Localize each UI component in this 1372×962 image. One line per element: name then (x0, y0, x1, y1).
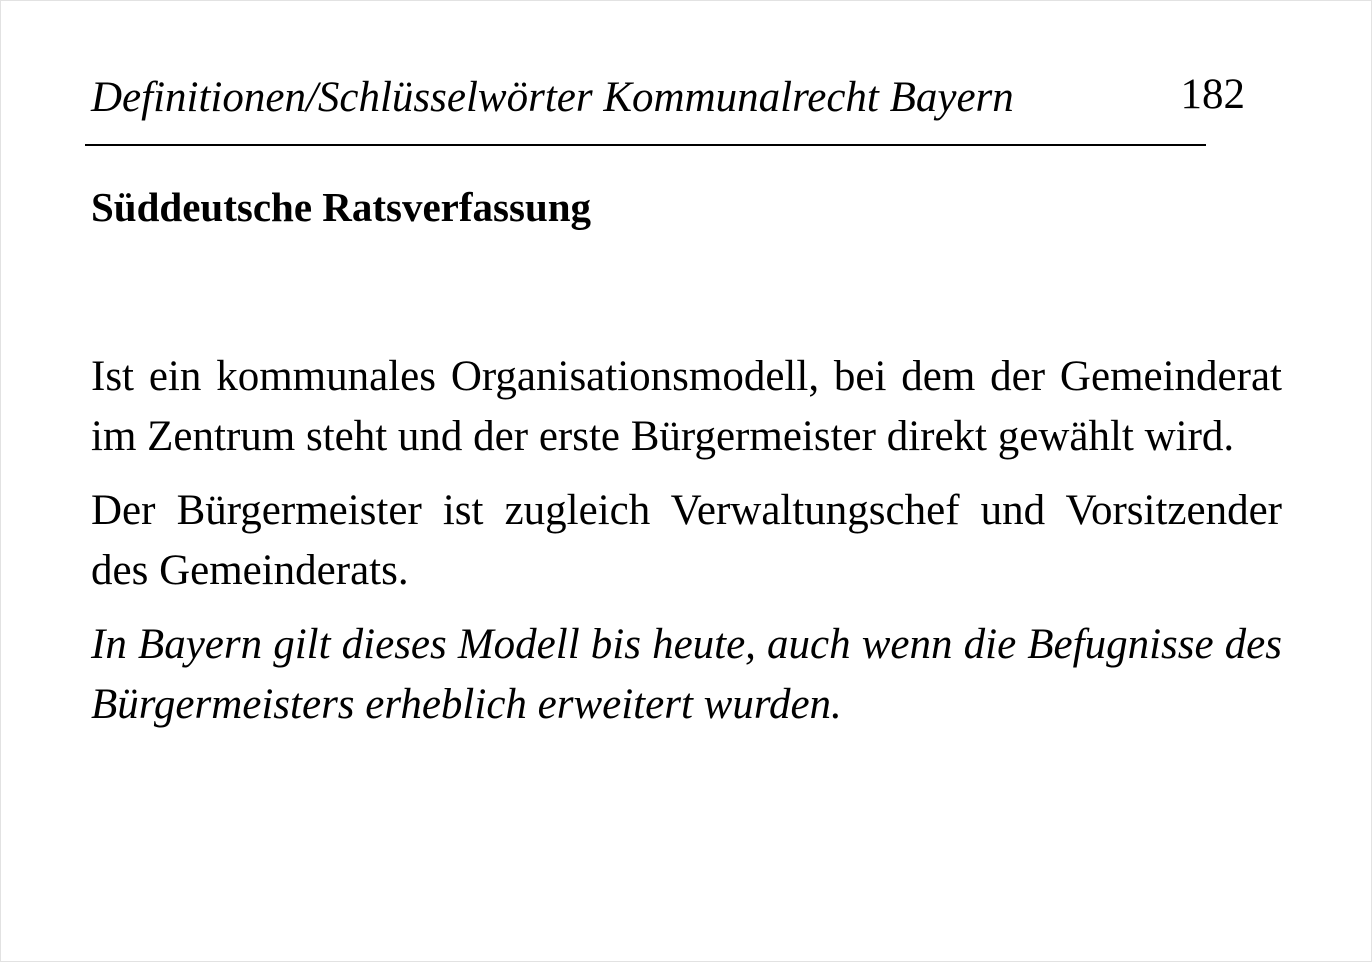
page-number: 182 (1180, 71, 1245, 118)
header-divider (85, 144, 1206, 146)
definition-paragraph: Ist ein kommunales Organisationsmodell, bei dem der Gemeinderat im Zentrum steht und der erste Bürgermeister direkt gewählt wird. (91, 353, 1282, 460)
definition-paragraph: Der Bürgermeister ist zugleich Verwaltungschef und Vorsitzender des Gemeinderats. (91, 487, 1282, 594)
note-paragraph: In Bayern gilt dieses Modell bis heute, auch wenn die Befugnisse des Bürgermeisters erheblich erweitert wurden. (91, 621, 1282, 728)
running-header (91, 65, 1245, 125)
running-title: Definitionen/Schlüsselwörter Kommunalrecht Bayern (91, 74, 1014, 121)
entry-title: Süddeutsche Ratsverfassung (91, 184, 592, 230)
entry-body (91, 347, 1282, 749)
